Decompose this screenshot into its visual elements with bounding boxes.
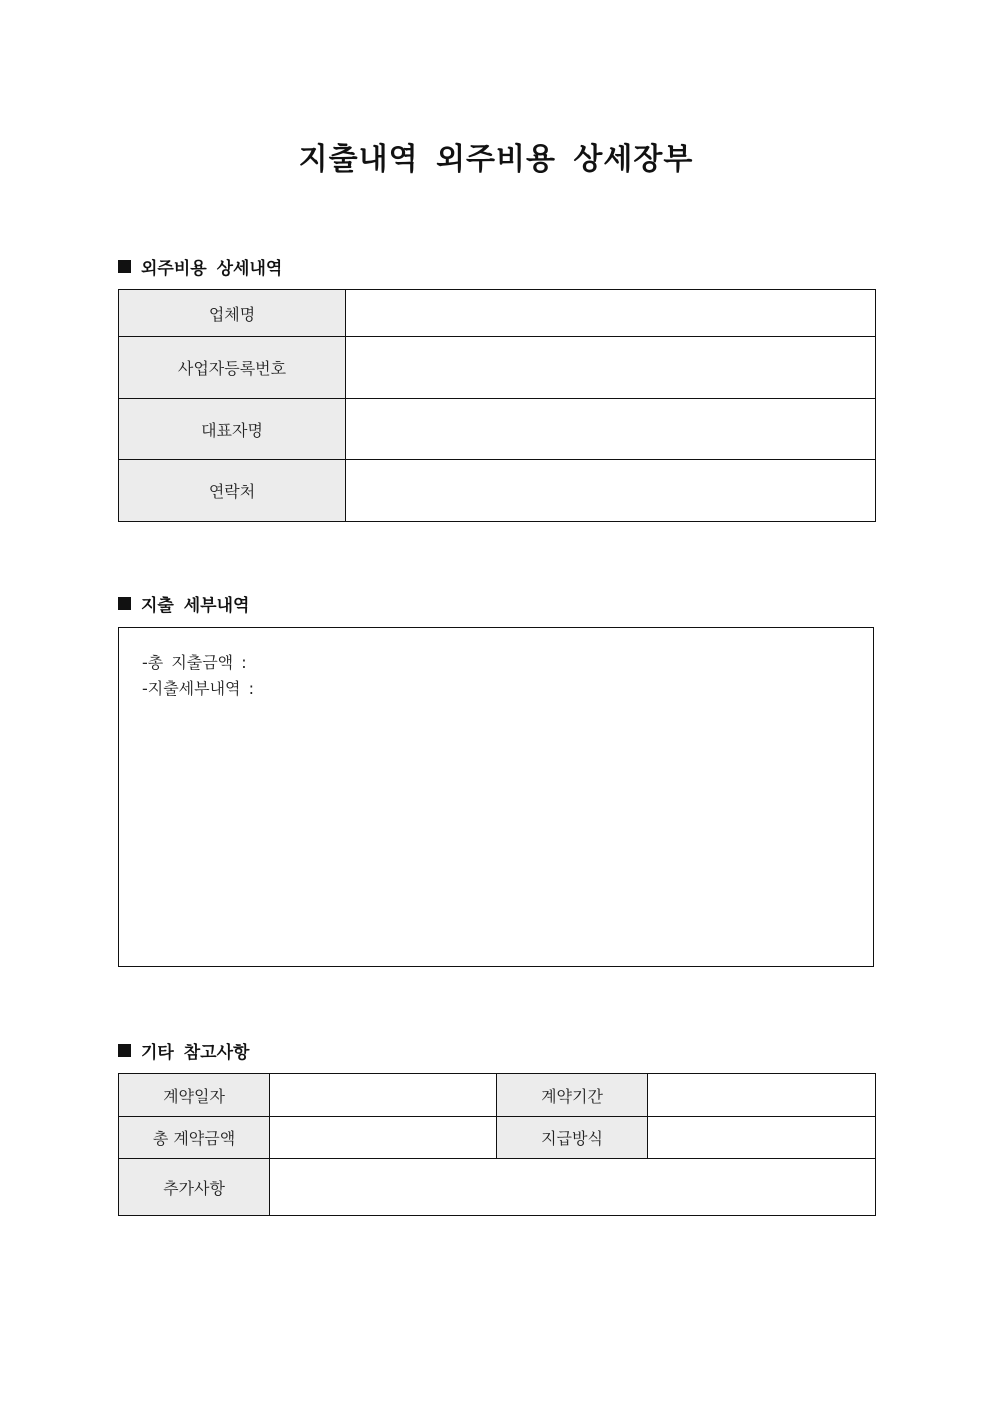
representative-name-field[interactable]	[346, 399, 876, 460]
table-row	[119, 1159, 876, 1216]
vendor-info-table	[118, 289, 876, 522]
expense-breakdown-line: -지출세부내역 :	[142, 679, 254, 698]
section-heading-text: 기타 참고사항	[141, 1043, 250, 1063]
table-row	[119, 1117, 876, 1159]
section-heading-outsourcing-details	[118, 254, 282, 279]
representative-name-label: 대표자명	[119, 399, 346, 460]
square-bullet-icon	[118, 260, 131, 273]
table-row	[119, 460, 876, 522]
square-bullet-icon	[118, 1044, 131, 1057]
total-contract-amount-field[interactable]	[270, 1117, 497, 1159]
contract-period-field[interactable]	[648, 1074, 876, 1117]
section-heading-other-notes	[118, 1038, 249, 1063]
business-reg-number-field[interactable]	[346, 337, 876, 399]
additional-notes-label: 추가사항	[119, 1159, 270, 1216]
section-heading-text: 지출 세부내역	[141, 596, 250, 616]
additional-notes-field[interactable]	[270, 1159, 876, 1216]
contract-period-label: 계약기간	[497, 1074, 648, 1117]
total-expense-line: -총 지출금액 :	[142, 653, 247, 672]
table-row	[119, 337, 876, 399]
vendor-name-field[interactable]	[346, 290, 876, 337]
business-reg-number-label: 사업자등록번호	[119, 337, 346, 399]
table-row	[119, 399, 876, 460]
contact-label: 연락처	[119, 460, 346, 522]
vendor-name-label: 업체명	[119, 290, 346, 337]
contact-field[interactable]	[346, 460, 876, 522]
table-row	[119, 290, 876, 337]
contract-date-label: 계약일자	[119, 1074, 270, 1117]
contract-info-table	[118, 1073, 876, 1216]
table-row	[119, 1074, 876, 1117]
section-heading-text: 외주비용 상세내역	[141, 259, 283, 279]
payment-method-field[interactable]	[648, 1117, 876, 1159]
expense-details-box[interactable]	[118, 627, 874, 967]
page-title: 지출내역 외주비용 상세장부	[298, 142, 694, 177]
section-heading-expense-details	[118, 591, 249, 616]
total-contract-amount-label: 총 계약금액	[119, 1117, 270, 1159]
payment-method-label: 지급방식	[497, 1117, 648, 1159]
square-bullet-icon	[118, 597, 131, 610]
contract-date-field[interactable]	[270, 1074, 497, 1117]
